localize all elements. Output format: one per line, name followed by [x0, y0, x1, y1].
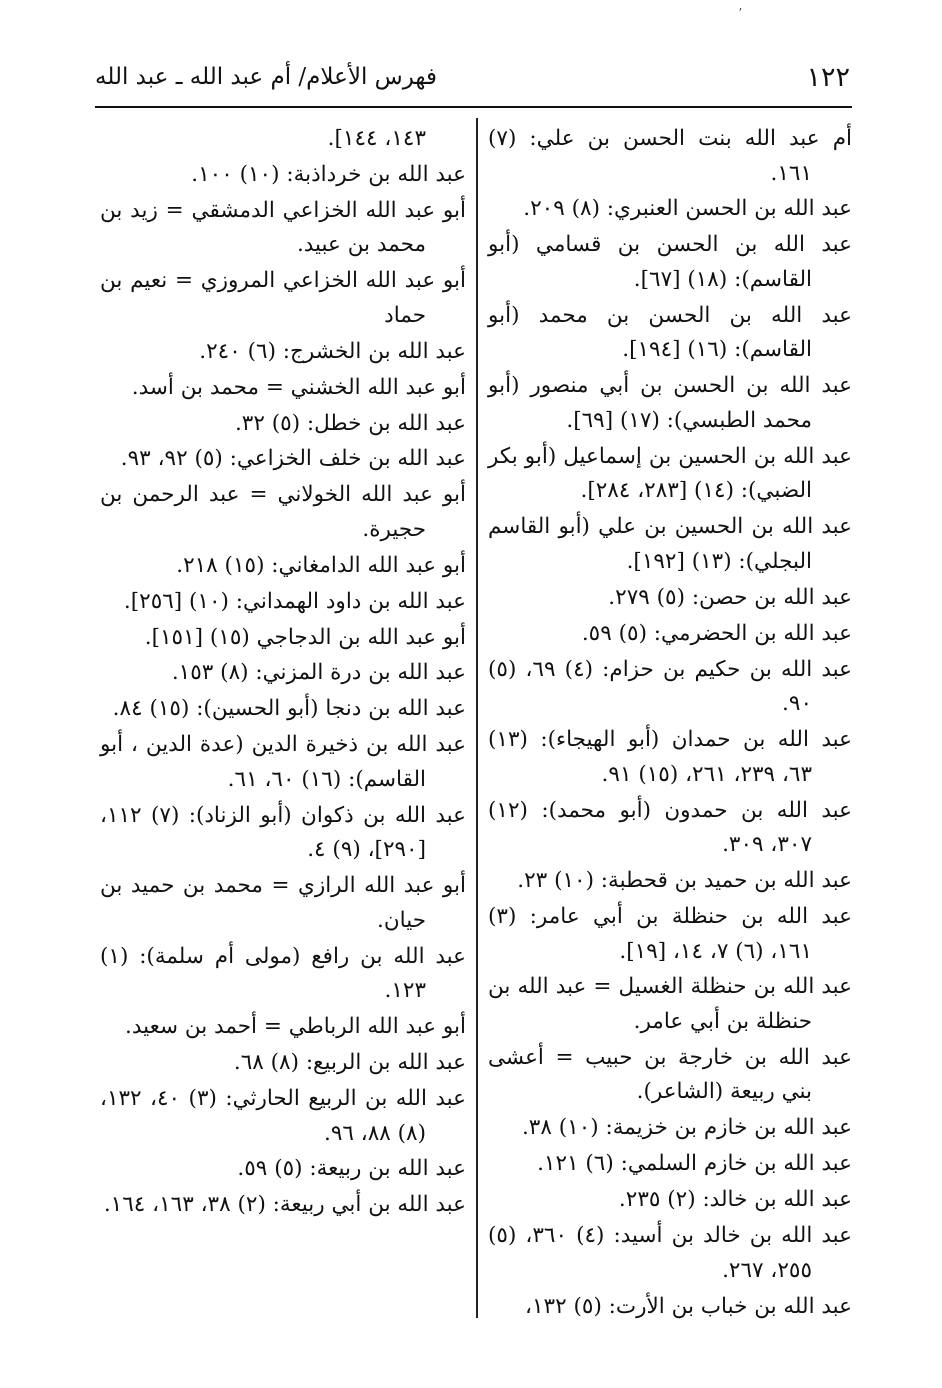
index-entry: عبد الله بن الخشرج: (٦) ٢٤٠. [199, 338, 466, 364]
index-entry: عبد الله بن الحسن العنبري: (٨) ٢٠٩. [523, 196, 852, 222]
index-entry: عبد الله بن خطل: (٥) ٣٢. [234, 410, 466, 436]
index-entry: عبد الله بن ذكوان (أبو الزناد): (٧) ١١٢، [٢٩٠]، (٩) ٤. [100, 802, 466, 863]
index-entry: أبو عبد الله الخزاعي المروزي = نعيم بن حماد [100, 268, 466, 328]
index-entry: أبو عبد الله بن الدجاجي (١٥) [١٥١]. [144, 624, 466, 650]
index-entry: عبد الله بن ربيعة: (٥) ٥٩. [237, 1156, 466, 1182]
index-entry: عبد الله بن خباب بن الأرت: (٥) ١٣٢، [525, 1293, 852, 1319]
index-entry-continuation: ١٤٣، ١٤٤]. [327, 126, 426, 151]
index-entry: عبد الله بن الحسين بن إسماعيل (أبو بكر الضبي): (١٤) [٢٨٣، ٢٨٤]. [488, 443, 852, 504]
index-entry: أبو عبد الله الدامغاني: (١٥) ٢١٨. [176, 552, 466, 578]
index-entry: عبد الله بن خازم السلمي: (٦) ١٢١. [537, 1151, 852, 1177]
index-entry: عبد الله بن أبي ربيعة: (٢) ٣٨، ١٦٣، ١٦٤. [103, 1192, 466, 1218]
index-entry: عبد الله بن الحسن بن أبي منصور (أبو محمد الطبسي): (١٧) [٦٩]. [488, 373, 852, 433]
index-entry: عبد الله بن خالد: (٢) ٢٣٥. [618, 1187, 852, 1213]
index-entry: عبد الله بن خرداذبة: (١٠) ١٠٠. [191, 161, 466, 187]
index-entry: أبو عبد الله الخزاعي الدمشقي = زيد بن محمد بن عبيد. [100, 197, 466, 258]
index-entry: عبد الله بن خارجة بن حبيب = أعشى بني ربيعة (الشاعر). [488, 1044, 852, 1105]
index-entry: عبد الله بن الحسن بن محمد (أبو القاسم): (١٦) [١٩٤]. [488, 302, 852, 363]
index-entry: عبد الله بن حنظلة الغسيل = عبد الله بن حنظلة بن أبي عامر. [488, 974, 852, 1034]
index-entry: أبو عبد الله الرازي = محمد بن حميد بن حيان. [100, 873, 466, 933]
scan-speck: ʼ [738, 6, 742, 20]
index-entry: عبد الله بن ذخيرة الدين (عدة الدين ، أبو القاسم): (١٦) ٦٠، ٦١. [100, 732, 466, 792]
index-entry: أبو عبد الله الرباطي = أحمد بن سعيد. [125, 1014, 466, 1040]
index-entry: عبد الله بن داود الهمداني: (١٠) [٢٥٦]. [123, 588, 466, 614]
index-entry: عبد الله بن حصن: (٥) ٢٧٩. [608, 584, 852, 610]
index-entry: أبو عبد الله الخشني = محمد بن أسد. [131, 374, 466, 400]
index-entry: عبد الله بن حنظلة بن أبي عامر: (٣) ١٦١، (٦) ٧، ١٤، [١٩]. [488, 903, 852, 964]
index-entry: أم عبد الله بنت الحسن بن علي: (٧) ١٦١. [488, 126, 852, 186]
index-entry: عبد الله بن دنجا (أبو الحسين): (١٥) ٨٤. [112, 696, 466, 722]
index-entry: أبو عبد الله الخولاني = عبد الرحمن بن حجيرة. [100, 482, 466, 542]
page-header [95, 52, 850, 102]
page-number: ١٢٢ [806, 61, 850, 93]
header-rule [95, 106, 852, 108]
index-entry: عبد الله بن حميد بن قحطبة: (١٠) ٢٣. [517, 868, 852, 894]
index-entry: عبد الله بن خازم بن خزيمة: (١٠) ٣٨. [521, 1115, 852, 1141]
index-column-left [100, 122, 466, 1224]
column-divider [476, 118, 478, 1318]
index-entry: عبد الله بن رافع (مولى أم سلمة): (١) ١٢٣. [100, 943, 466, 1004]
index-entry: عبد الله بن حكيم بن حزام: (٤) ٦٩، (٥) ٩٠. [488, 656, 852, 717]
index-entry: عبد الله بن درة المزني: (٨) ١٥٣. [171, 660, 466, 686]
index-entry: عبد الله بن الربيع: (٨) ٦٨. [233, 1050, 466, 1076]
index-entry: عبد الله بن الحضرمي: (٥) ٥٩. [581, 620, 852, 646]
index-entry: عبد الله بن خلف الخزاعي: (٥) ٩٢، ٩٣. [120, 446, 466, 472]
running-title: فهرس الأعلام/ أم عبد الله ـ عبد الله [95, 64, 438, 90]
index-entry: عبد الله بن خالد بن أسيد: (٤) ٣٦٠، (٥) ٢٥٥، ٢٦٧. [488, 1223, 852, 1283]
index-entry: عبد الله بن الحسن بن قسامي (أبو القاسم): (١٨) [٦٧]. [488, 232, 852, 292]
index-entry: عبد الله بن الحسين بن علي (أبو القاسم البجلي): (١٣) [١٩٢]. [488, 514, 852, 574]
index-entry: عبد الله بن الربيع الحارثي: (٣) ٤٠، ١٣٢، (٨) ٨٨، ٩٦. [100, 1085, 466, 1146]
index-entry: عبد الله بن حمدان (أبو الهيجاء): (١٣) ٦٣، ٢٣٩، ٢٦١، (١٥) ٩١. [488, 727, 852, 787]
index-column-right [488, 122, 852, 1325]
index-entry: عبد الله بن حمدون (أبو محمد): (١٢) ٣٠٧، ٣٠٩. [488, 797, 852, 858]
